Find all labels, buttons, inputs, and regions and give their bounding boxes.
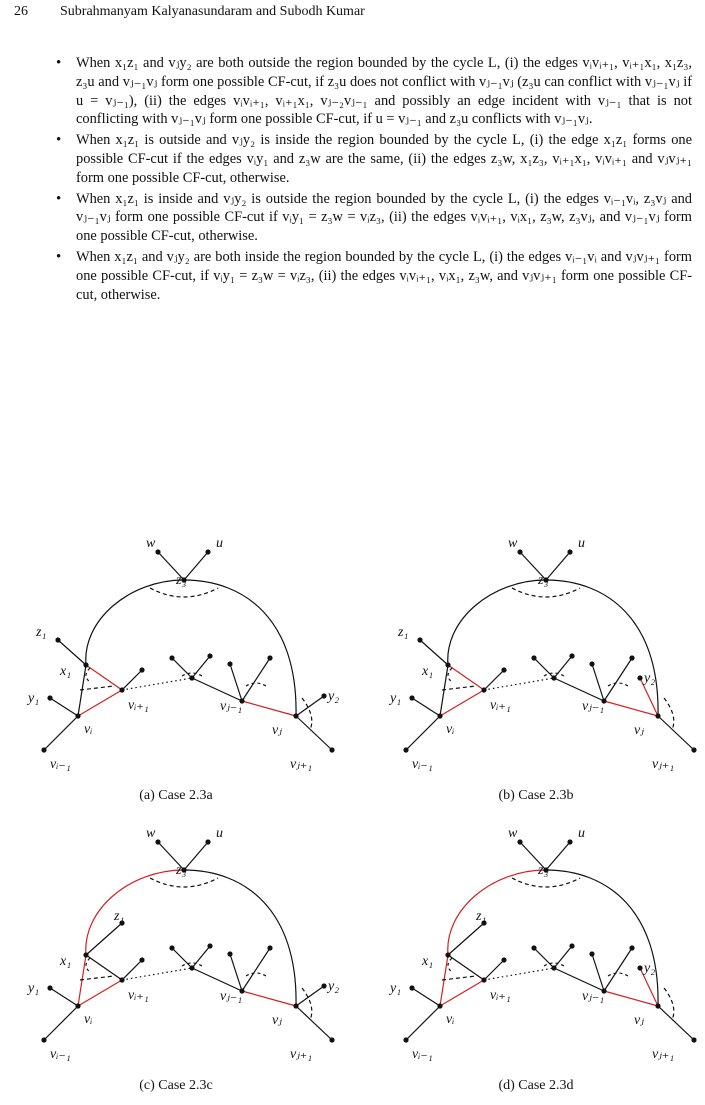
node-vj bbox=[655, 713, 660, 718]
label-y1: y₁ bbox=[28, 981, 40, 996]
edge-vi-y1 bbox=[50, 988, 78, 1006]
node-x1 bbox=[83, 662, 88, 667]
node-mid-leaf1 bbox=[169, 655, 174, 660]
node-y2 bbox=[321, 693, 326, 698]
edge-z3-u bbox=[546, 552, 570, 580]
label-z3: z₃ bbox=[538, 573, 549, 588]
node-z1 bbox=[55, 637, 60, 642]
edge-mid-leaf1 bbox=[534, 658, 554, 678]
node-vj-plus-1 bbox=[329, 1037, 334, 1042]
label-vi-minus-1: vᵢ₋₁ bbox=[412, 757, 433, 772]
edge-vi-vip1 bbox=[78, 980, 122, 1006]
label-z1: z₁ bbox=[398, 625, 409, 640]
graph-svg bbox=[20, 530, 340, 780]
running-header bbox=[14, 4, 691, 22]
node-y1 bbox=[47, 985, 52, 990]
edge-x1-vip1 bbox=[448, 955, 484, 980]
node-vip1-leaf bbox=[139, 667, 144, 672]
conflict-mark-z3 bbox=[150, 878, 218, 887]
edge-vjm1-leaf2 bbox=[604, 948, 632, 991]
edge-vjm1-vj bbox=[604, 991, 658, 1006]
label-w: w bbox=[146, 536, 156, 551]
label-y2: y₂ bbox=[644, 961, 656, 976]
label-z3: z₃ bbox=[538, 863, 549, 878]
edge-x1-z1 bbox=[420, 640, 448, 665]
label-vi-minus-1: vᵢ₋₁ bbox=[50, 757, 71, 772]
conflict-mark-vjm1 bbox=[608, 973, 628, 976]
edge-vjm1-vj bbox=[604, 701, 658, 716]
node-z1 bbox=[417, 637, 422, 642]
node-vi bbox=[75, 1003, 80, 1008]
node-vi-minus-1 bbox=[403, 747, 408, 752]
edge-vi-vip1 bbox=[78, 690, 122, 716]
case-list bbox=[56, 54, 692, 306]
node-u bbox=[567, 839, 572, 844]
node-y2 bbox=[637, 965, 642, 970]
node-y1 bbox=[409, 695, 414, 700]
figure-case-b bbox=[382, 530, 702, 780]
edge-vi-vip1 bbox=[440, 690, 484, 716]
node-y1 bbox=[47, 695, 52, 700]
edge-mid-vjm1 bbox=[192, 968, 242, 991]
label-vj: vⱼ bbox=[272, 1013, 282, 1028]
conflict-mark-x1 bbox=[86, 668, 90, 682]
graph-svg bbox=[382, 530, 702, 780]
node-vi-plus-1 bbox=[119, 687, 124, 692]
label-y1: y₁ bbox=[28, 691, 40, 706]
node-vjm1-leaf1 bbox=[589, 661, 594, 666]
edge-x1-vip1 bbox=[448, 665, 484, 690]
edge-vj-vjp1 bbox=[658, 716, 694, 750]
node-vi bbox=[437, 1003, 442, 1008]
node-vi-plus-1 bbox=[481, 687, 486, 692]
node-u bbox=[205, 549, 210, 554]
edge-x1-z1 bbox=[448, 923, 484, 955]
caption-case-b: (b) Case 2.3b bbox=[498, 788, 574, 803]
edge-vip1-leaf bbox=[484, 960, 504, 980]
label-vi-plus-1: vᵢ₊₁ bbox=[128, 988, 149, 1003]
edge-vi-vim1 bbox=[406, 716, 440, 750]
edge-mid-vjm1 bbox=[554, 968, 604, 991]
conflict-mark-x1 bbox=[448, 668, 452, 682]
node-mid-leaf1 bbox=[531, 945, 536, 950]
label-u: u bbox=[578, 826, 585, 841]
edge-mid-leaf1 bbox=[534, 948, 554, 968]
conflict-mark-vi bbox=[442, 686, 476, 690]
figure-case-c bbox=[20, 820, 340, 1070]
label-y1: y₁ bbox=[390, 691, 402, 706]
edge-mid-leaf2 bbox=[192, 656, 210, 678]
node-vip1-leaf bbox=[501, 667, 506, 672]
node-vjm1-leaf1 bbox=[589, 951, 594, 956]
edge-vjm1-leaf1 bbox=[230, 954, 242, 991]
case-bullet-4: • When x₁z₁ and vⱼy₂ are both inside the region bounded by the cycle L, (i) the edges vᵢ₋₁vᵢ and vⱼvⱼ₊₁ form one possible CF-cut, if vᵢy₁ = z₃w = vᵢz₃, (ii) the edges vᵢvᵢ₊₁, vᵢx₁, z₃w, and vⱼvⱼ₊₁ form one possible CF-cut, otherwise. bbox=[56, 248, 692, 304]
figure-case-a bbox=[20, 530, 340, 780]
node-mid-leaf2 bbox=[207, 943, 212, 948]
edge-vi-vim1 bbox=[44, 1006, 78, 1040]
label-z1: z₁ bbox=[36, 625, 47, 640]
node-u bbox=[205, 839, 210, 844]
node-mid-leaf1 bbox=[169, 945, 174, 950]
node-vj bbox=[293, 713, 298, 718]
case-bullet-2: • When x₁z₁ is outside and vⱼy₂ is inside the region bounded by the cycle L, (i) the edge x₁z₁ forms one possible CF-cut if the edges vᵢy₁ and z₃w are the same, (ii) the edges z₃w, x₁z₃, vᵢ₊₁x₁, vᵢvᵢ₊₁ and vⱼvⱼ₊₁ form one possible CF-cut, otherwise. bbox=[56, 131, 692, 187]
label-x1: x₁ bbox=[422, 664, 434, 679]
edge-mid-leaf2 bbox=[554, 946, 572, 968]
label-vj-minus-1: vⱼ₋₁ bbox=[220, 989, 243, 1004]
edge-x1-vi bbox=[78, 665, 86, 716]
node-vj bbox=[293, 1003, 298, 1008]
caption-case-a: (a) Case 2.3a bbox=[139, 788, 213, 803]
label-vi-plus-1: vᵢ₊₁ bbox=[490, 698, 511, 713]
page-number: 26 bbox=[14, 4, 28, 19]
node-vj-plus-1 bbox=[329, 747, 334, 752]
node-y2 bbox=[321, 983, 326, 988]
label-vj: vⱼ bbox=[272, 723, 282, 738]
edge-vip1-leaf bbox=[122, 960, 142, 980]
edge-vjm1-leaf1 bbox=[592, 954, 604, 991]
label-y1: y₁ bbox=[390, 981, 402, 996]
label-vi: vᵢ bbox=[446, 722, 455, 737]
cycle-arc-left bbox=[448, 580, 546, 665]
edge-x1-z1 bbox=[58, 640, 86, 665]
node-mid-leaf2 bbox=[569, 653, 574, 658]
edge-x1-vi bbox=[440, 955, 448, 1006]
label-vi: vᵢ bbox=[84, 1012, 93, 1027]
edge-x1-z1 bbox=[86, 923, 122, 955]
edge-x1-vi bbox=[440, 665, 448, 716]
edge-mid-leaf2 bbox=[192, 946, 210, 968]
edge-vjm1-vj bbox=[242, 701, 296, 716]
node-y2 bbox=[637, 675, 642, 680]
edge-z3-u bbox=[184, 552, 208, 580]
conflict-mark-z3 bbox=[512, 878, 580, 887]
node-vj-plus-1 bbox=[691, 1037, 696, 1042]
label-w: w bbox=[508, 536, 518, 551]
label-x1: x₁ bbox=[422, 954, 434, 969]
label-x1: x₁ bbox=[60, 954, 72, 969]
label-y2: y₂ bbox=[644, 671, 656, 686]
edge-vjm1-leaf2 bbox=[242, 948, 270, 991]
node-w bbox=[517, 839, 522, 844]
node-vjm1-leaf2 bbox=[629, 655, 634, 660]
edge-vjm1-leaf2 bbox=[242, 658, 270, 701]
label-vj-minus-1: vⱼ₋₁ bbox=[582, 989, 605, 1004]
node-y1 bbox=[409, 985, 414, 990]
label-vi: vᵢ bbox=[446, 1012, 455, 1027]
label-w: w bbox=[508, 826, 518, 841]
label-w: w bbox=[146, 826, 156, 841]
caption-case-d: (d) Case 2.3d bbox=[498, 1078, 574, 1093]
edge-x1-vi bbox=[78, 955, 86, 1006]
running-authors: Subrahmanyam Kalyanasundaram and Subodh Kumar bbox=[60, 4, 365, 19]
edge-vj-vjp1 bbox=[296, 716, 332, 750]
edge-vjm1-leaf1 bbox=[592, 664, 604, 701]
node-vjm1-leaf2 bbox=[629, 945, 634, 950]
edge-mid-leaf1 bbox=[172, 948, 192, 968]
label-y2: y₂ bbox=[328, 979, 340, 994]
conflict-mark-x1 bbox=[448, 958, 452, 972]
node-u bbox=[567, 549, 572, 554]
case-bullet-1: • When x₁z₁ and vⱼy₂ are both outside the region bounded by the cycle L, (i) the edges vᵢvᵢ₊₁, vᵢ₊₁x₁, x₁z₃, z₃u and vⱼ₋₁vⱼ form one possible CF-cut, if z₃u does not conflict with vⱼ₋₁vⱼ (z₃u can conflict with vⱼ₋₁vⱼ if u = vⱼ₋₁), (ii) the edges vᵢvᵢ₊₁, vᵢ₊₁x₁, vⱼ₋₂vⱼ₋₁ and possibly an edge incident with vⱼ₋₁ that is not conflicting with vⱼ₋₁vⱼ form one possible CF-cut, if u = vⱼ₋₁ and z₃u conflicts with vⱼ₋₁vⱼ. bbox=[56, 54, 692, 129]
label-vj: vⱼ bbox=[634, 723, 644, 738]
label-vi-plus-1: vᵢ₊₁ bbox=[490, 988, 511, 1003]
edge-vi-y1 bbox=[50, 698, 78, 716]
edge-x1-vip1 bbox=[86, 955, 122, 980]
edge-mid-vjm1 bbox=[554, 678, 604, 701]
label-vj-plus-1: vⱼ₊₁ bbox=[290, 1047, 313, 1062]
edge-mid-leaf2 bbox=[554, 656, 572, 678]
node-vi bbox=[437, 713, 442, 718]
label-vj-minus-1: vⱼ₋₁ bbox=[220, 699, 243, 714]
node-vjm1-leaf1 bbox=[227, 661, 232, 666]
graph-svg bbox=[20, 820, 340, 1070]
label-vj-minus-1: vⱼ₋₁ bbox=[582, 699, 605, 714]
conflict-mark-vjm1 bbox=[246, 683, 266, 686]
figure-case-d bbox=[382, 820, 702, 1070]
node-vi-plus-1 bbox=[481, 977, 486, 982]
conflict-mark-vi bbox=[442, 976, 476, 980]
node-vj bbox=[655, 1003, 660, 1008]
label-z1: z₁ bbox=[114, 909, 125, 924]
edge-x1-vip1 bbox=[86, 665, 122, 690]
label-z1: z₁ bbox=[476, 909, 487, 924]
label-vi-minus-1: vᵢ₋₁ bbox=[50, 1047, 71, 1062]
conflict-mark-vjm1 bbox=[608, 683, 628, 686]
graph-svg bbox=[382, 820, 702, 1070]
node-w bbox=[155, 839, 160, 844]
label-vi-plus-1: vᵢ₊₁ bbox=[128, 698, 149, 713]
node-mid-leaf2 bbox=[569, 943, 574, 948]
edge-vi-vip1 bbox=[440, 980, 484, 1006]
cycle-arc-left bbox=[86, 580, 184, 665]
node-vip1-leaf bbox=[501, 957, 506, 962]
node-x1 bbox=[445, 952, 450, 957]
node-vi-minus-1 bbox=[41, 1037, 46, 1042]
edge-mid-vjm1 bbox=[192, 678, 242, 701]
node-x1 bbox=[445, 662, 450, 667]
edge-z3-u bbox=[184, 842, 208, 870]
label-u: u bbox=[216, 826, 223, 841]
conflict-mark-vj bbox=[302, 988, 312, 1020]
label-vi: vᵢ bbox=[84, 722, 93, 737]
label-u: u bbox=[578, 536, 585, 551]
edge-z3-u bbox=[546, 842, 570, 870]
node-w bbox=[517, 549, 522, 554]
node-vi-minus-1 bbox=[41, 747, 46, 752]
node-w bbox=[155, 549, 160, 554]
node-vip1-leaf bbox=[139, 957, 144, 962]
label-vj-plus-1: vⱼ₊₁ bbox=[652, 757, 675, 772]
conflict-mark-vj bbox=[302, 698, 312, 730]
conflict-mark-vjm1 bbox=[246, 973, 266, 976]
edge-vi-vim1 bbox=[406, 1006, 440, 1040]
case-bullet-3: • When x₁z₁ is inside and vⱼy₂ is outside the region bounded by the cycle L, (i) the edges vᵢ₋₁vᵢ, z₃vⱼ and vⱼ₋₁vⱼ form one possible CF-cut if vᵢy₁ = z₃w = vᵢz₃, (ii) the edges vᵢvᵢ₊₁, vᵢx₁, z₃w, z₃vⱼ, and vⱼ₋₁vⱼ form one possible CF-cut, otherwise. bbox=[56, 190, 692, 246]
label-z3: z₃ bbox=[176, 863, 187, 878]
edge-vj-vjp1 bbox=[658, 1006, 694, 1040]
edge-vjm1-leaf1 bbox=[230, 664, 242, 701]
node-mid-leaf2 bbox=[207, 653, 212, 658]
conflict-mark-vi bbox=[80, 976, 114, 980]
node-vjm1-leaf1 bbox=[227, 951, 232, 956]
edge-mid-leaf1 bbox=[172, 658, 192, 678]
label-vj-plus-1: vⱼ₊₁ bbox=[290, 757, 313, 772]
node-vjm1-leaf2 bbox=[267, 945, 272, 950]
label-x1: x₁ bbox=[60, 664, 72, 679]
label-vi-minus-1: vᵢ₋₁ bbox=[412, 1047, 433, 1062]
conflict-mark-vj bbox=[664, 698, 674, 730]
node-x1 bbox=[83, 952, 88, 957]
node-vi-minus-1 bbox=[403, 1037, 408, 1042]
edge-vjm1-leaf2 bbox=[604, 658, 632, 701]
edge-vjm1-vj bbox=[242, 991, 296, 1006]
conflict-mark-vj bbox=[664, 988, 674, 1020]
node-vi-plus-1 bbox=[119, 977, 124, 982]
label-z3: z₃ bbox=[176, 573, 187, 588]
edge-vi-y1 bbox=[412, 988, 440, 1006]
label-u: u bbox=[216, 536, 223, 551]
edge-vi-vim1 bbox=[44, 716, 78, 750]
node-vjm1-leaf2 bbox=[267, 655, 272, 660]
label-vj: vⱼ bbox=[634, 1013, 644, 1028]
node-vj-plus-1 bbox=[691, 747, 696, 752]
edge-vip1-leaf bbox=[122, 670, 142, 690]
caption-case-c: (c) Case 2.3c bbox=[139, 1078, 213, 1093]
node-vi bbox=[75, 713, 80, 718]
conflict-mark-vi bbox=[80, 686, 114, 690]
conflict-mark-z3 bbox=[150, 588, 218, 597]
label-vj-plus-1: vⱼ₊₁ bbox=[652, 1047, 675, 1062]
edge-vip1-leaf bbox=[484, 670, 504, 690]
label-y2: y₂ bbox=[328, 689, 340, 704]
edge-vj-vjp1 bbox=[296, 1006, 332, 1040]
node-mid-leaf1 bbox=[531, 655, 536, 660]
conflict-mark-z3 bbox=[512, 588, 580, 597]
conflict-mark-x1 bbox=[86, 958, 90, 972]
edge-vi-y1 bbox=[412, 698, 440, 716]
